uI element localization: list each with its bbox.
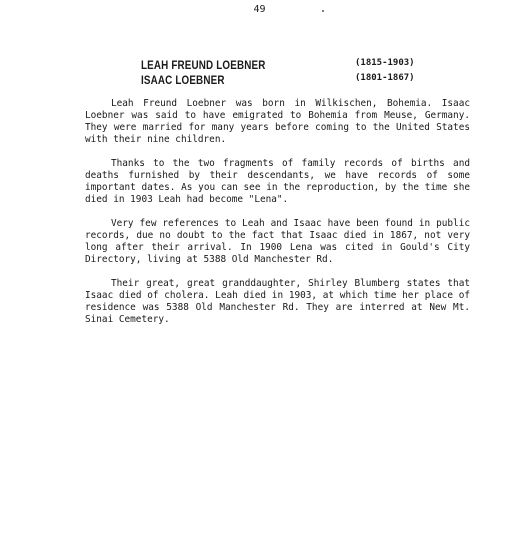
paragraph-references: Very few references to Leah and Isaac have been found in public records, due no doubt to the fact that Isaac died in 1867, not very long after their arrival. In 1900 Lena was cited in Gould's City Directory, living at 5388 Old Manchester Rd. xyxy=(85,218,470,265)
page-number: 49 xyxy=(253,4,266,15)
person-name-isaac: ISAAC LOEBNER xyxy=(141,73,225,87)
paragraph-birth: Leah Freund Loebner was born in Wilkischen, Bohemia. Isaac Loebner was said to have emigrated to Bohemia from Meuse, Germany. They were married for many years before coming to the United States with their nine children. xyxy=(85,98,470,145)
paragraph-death: Their great, great granddaughter, Shirley Blumberg states that Isaac died of cholera. Leah died in 1903, at which time her place of residence was 5388 Old Manchester Rd. They are interred at New Mt. Sinai Cemetery. xyxy=(85,278,470,325)
person-name-leah: LEAH FREUND LOEBNER xyxy=(141,58,266,72)
paragraph-records: Thanks to the two fragments of family records of births and deaths furnished by their descendants, we have records of some important dates. As you can see in the reproduction, by the time she died in 1903 Leah had become "Lena". xyxy=(85,158,470,205)
person-dates-isaac: (1801-1867) xyxy=(355,73,415,83)
scan-speck xyxy=(322,10,324,12)
person-dates-leah: (1815-1903) xyxy=(355,58,415,68)
